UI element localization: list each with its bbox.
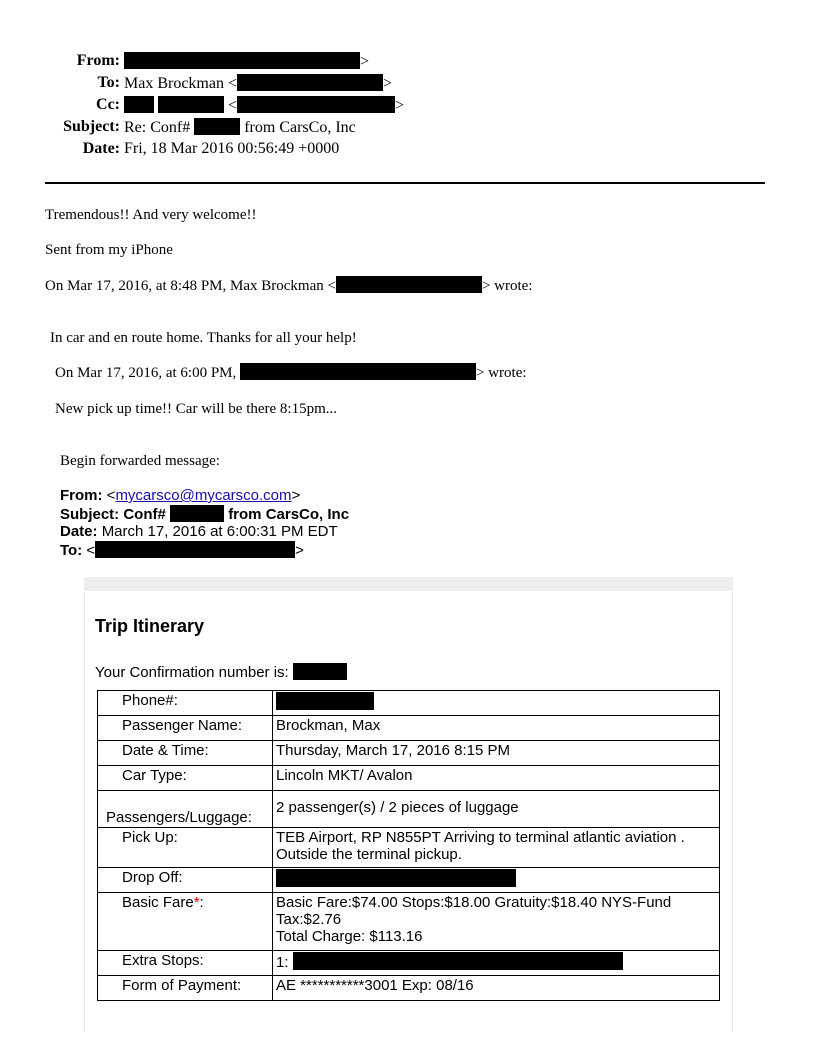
row-value: Brockman, Max [273,716,720,741]
row-value: TEB Airport, RP N855PT Arriving to terminal atlantic aviation . Outside the terminal pickup. [273,828,720,868]
redaction [124,52,360,69]
itinerary-title: Trip Itinerary [95,616,205,636]
redaction [194,118,240,135]
redaction [293,952,623,970]
redaction [336,276,482,293]
itinerary-table [97,690,720,1001]
header-subject-row [0,118,800,140]
redaction [237,74,383,91]
subject-value: Re: Conf# from CarsCo, Inc [124,119,356,136]
row-label: Car Type: [98,766,273,791]
itinerary-card [84,591,733,1031]
redaction [293,663,347,680]
header-to-row [0,74,800,96]
fwd-date: Date: March 17, 2016 at 6:00:31 PM EDT [60,523,338,540]
date-value: Fri, 18 Mar 2016 00:56:49 +0000 [124,140,340,157]
row-label: Form of Payment: [98,976,273,1001]
subject-label: Subject: [63,118,120,135]
table-row [98,868,720,893]
row-label: Date & Time: [98,741,273,766]
redaction [240,363,476,380]
cc-value: < > [124,96,404,115]
table-row [98,893,720,951]
header-divider [45,182,765,184]
row-value [273,691,720,716]
row-label: Phone#: [98,691,273,716]
row-value: 2 passenger(s) / 2 pieces of luggage [273,791,720,828]
to-label: To: [97,74,120,91]
header-date-row [0,140,800,162]
row-value: Thursday, March 17, 2016 8:15 PM [273,741,720,766]
header-from-row [0,52,800,74]
row-label: Passengers/Luggage: [98,791,273,828]
row-value: Lincoln MKT/ Avalon [273,766,720,791]
table-row [98,976,720,1001]
redaction [95,541,295,558]
forward-intro: Begin forwarded message: [60,453,220,469]
confirmation-line: Your Confirmation number is: [95,663,347,681]
fwd-to: To: < > [60,542,304,559]
row-value: Basic Fare:$74.00 Stops:$18.00 Gratuity:$18.40 NYS-Fund Tax:$2.76 Total Charge: $113.16 [273,893,720,951]
row-value: AE ***********3001 Exp: 08/16 [273,976,720,1001]
date-label: Date: [82,140,120,157]
table-row [98,951,720,976]
row-value [273,868,720,893]
row-label: Basic Fare*: [98,893,273,951]
redaction [170,505,224,522]
fwd-from: From: <mycarsco@mycarsco.com> [60,487,301,504]
quote2-text: New pick up time!! Car will be there 8:15pm... [55,401,338,417]
to-value: Max Brockman < > [124,75,393,92]
row-label: Pick Up: [98,828,273,868]
fwd-subject: Subject: Conf# from CarsCo, Inc [60,506,350,523]
required-asterisk: * [193,894,200,911]
redaction [124,96,154,113]
header-cc-row [0,96,800,118]
table-row [98,691,720,716]
from-label: From: [76,52,120,69]
row-label: Drop Off: [98,868,273,893]
redaction [276,869,516,887]
card-top-bar [84,577,733,591]
quote1-text: In car and en route home. Thanks for all your help! [50,330,357,346]
row-value: 1: [273,951,720,976]
redaction [158,96,224,113]
table-row [98,828,720,868]
row-label: Extra Stops: [98,951,273,976]
table-row [98,716,720,741]
from-value: > [124,52,369,71]
redaction [276,692,374,710]
quote2-header: On Mar 17, 2016, at 6:00 PM, > wrote: [55,365,527,381]
table-row [98,766,720,791]
sender-email-link[interactable]: mycarsco@mycarsco.com [115,487,292,504]
table-row [98,791,720,828]
signature: Sent from my iPhone [45,242,173,258]
table-row [98,741,720,766]
cc-label: Cc: [96,96,120,113]
row-label: Passenger Name: [98,716,273,741]
redaction [237,96,395,113]
quote1-header: On Mar 17, 2016, at 8:48 PM, Max Brockman < > wrote: [45,278,533,294]
reply-line: Tremendous!! And very welcome!! [45,207,257,223]
